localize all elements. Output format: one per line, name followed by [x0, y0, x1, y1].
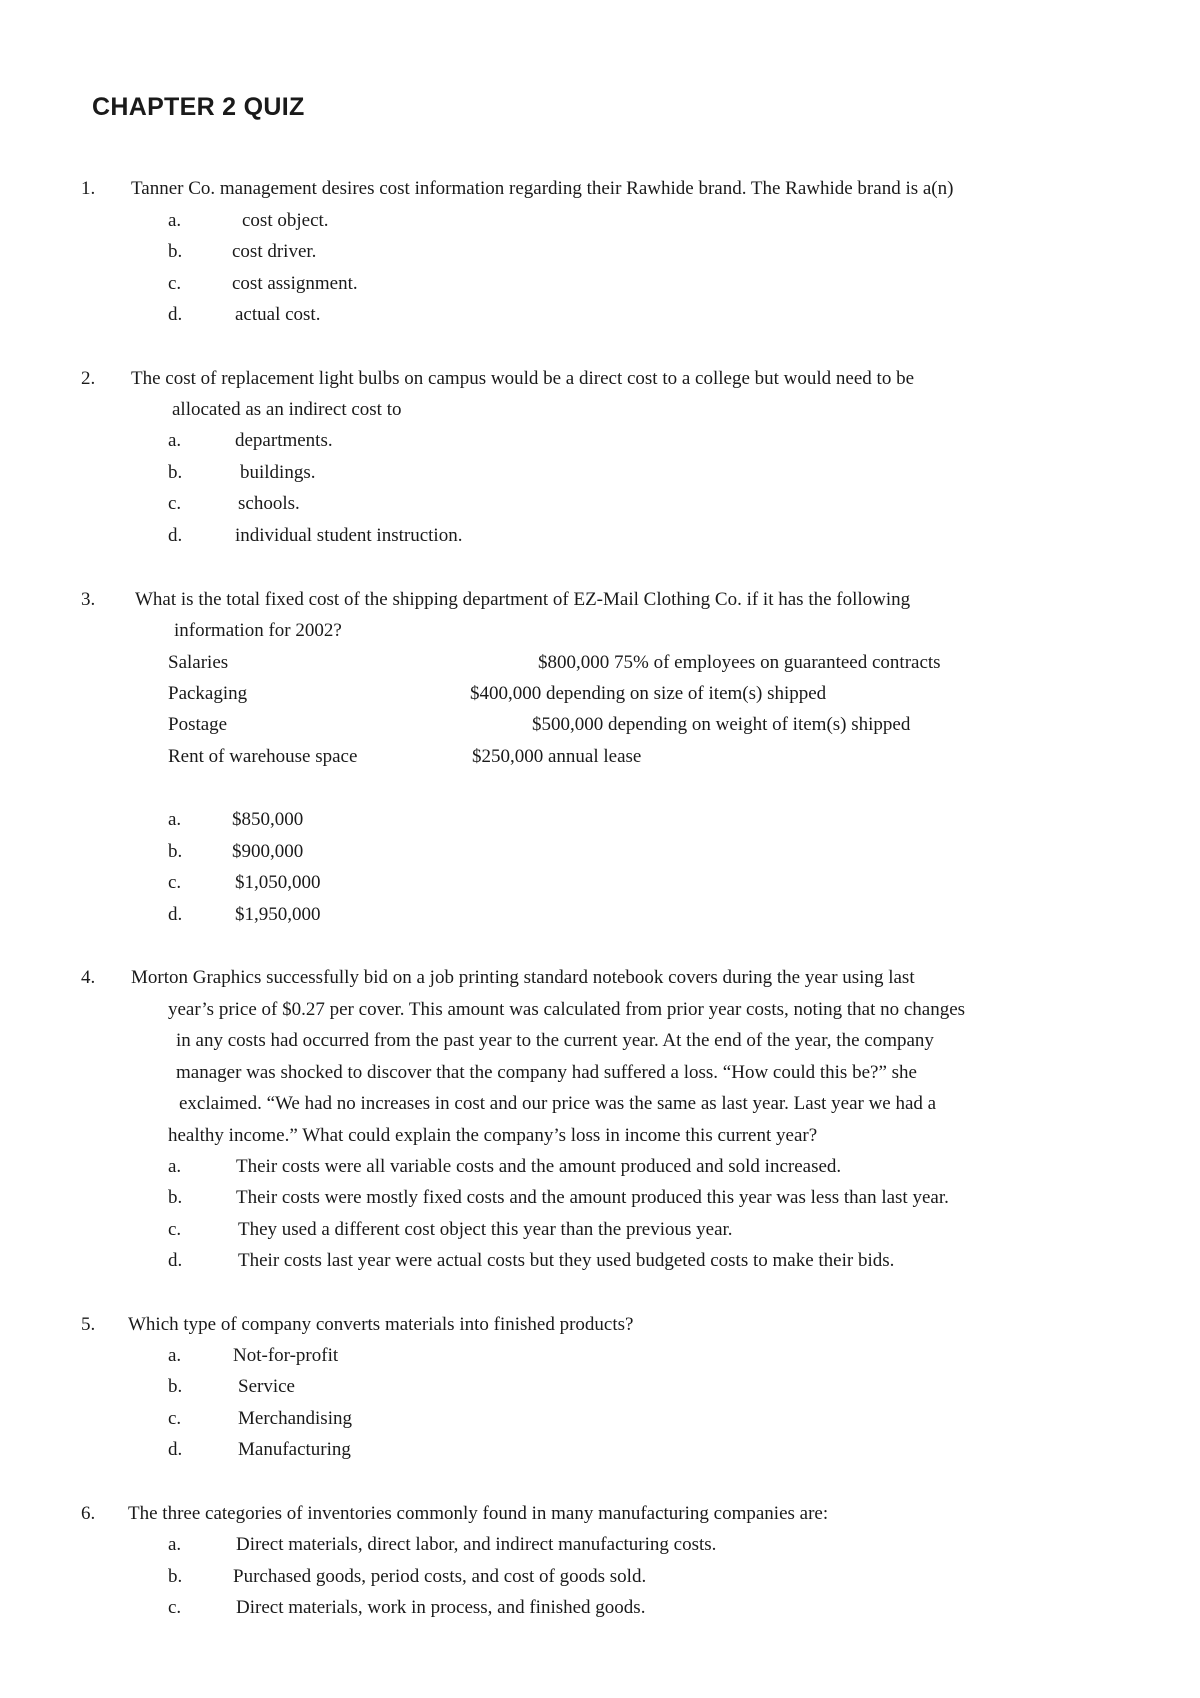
cost-item: Rent of warehouse space: [168, 746, 358, 767]
option-text: $1,050,000: [235, 872, 321, 893]
option-letter: d.: [168, 904, 183, 925]
option-text: Merchandising: [238, 1408, 352, 1429]
question-text: The three categories of inventories commonly found in many manufacturing companies are:: [128, 1503, 829, 1524]
cost-detail: $500,000 depending on weight of item(s) shipped: [532, 714, 911, 735]
cost-detail: $800,000 75% of employees on guaranteed contracts: [538, 652, 941, 673]
question-text: Tanner Co. management desires cost information regarding their Rawhide brand. The Rawhide brand is a(n): [131, 178, 954, 199]
option-text: buildings.: [240, 462, 316, 483]
question-text: Which type of company converts materials into finished products?: [128, 1314, 634, 1335]
option-text: $850,000: [232, 809, 304, 830]
question-text: manager was shocked to discover that the company had suffered a loss. “How could this be?” she: [176, 1062, 917, 1083]
option-text: cost object.: [242, 210, 329, 231]
question-text: year’s price of $0.27 per cover. This amount was calculated from prior year costs, noting that no changes: [168, 999, 966, 1020]
option-letter: d.: [168, 304, 183, 325]
option-letter: d.: [168, 1439, 183, 1460]
option-letter: a.: [168, 809, 182, 830]
question-text: Morton Graphics successfully bid on a job printing standard notebook covers during the year using last: [131, 967, 915, 988]
question-text: in any costs had occurred from the past year to the current year. At the end of the year, the company: [176, 1030, 934, 1051]
option-letter: c.: [168, 872, 182, 893]
option-letter: c.: [168, 273, 182, 294]
option-letter: a.: [168, 430, 182, 451]
option-letter: c.: [168, 1597, 182, 1618]
option-text: Not-for-profit: [233, 1345, 339, 1366]
option-text: Direct materials, direct labor, and indirect manufacturing costs.: [236, 1534, 717, 1555]
option-letter: d.: [168, 1250, 183, 1271]
option-letter: d.: [168, 525, 183, 546]
option-text: departments.: [235, 430, 333, 451]
option-text: $1,950,000: [235, 904, 321, 925]
question-text: exclaimed. “We had no increases in cost and our price was the same as last year. Last year we had a: [179, 1093, 937, 1114]
option-text: schools.: [238, 493, 300, 514]
option-letter: a.: [168, 210, 182, 231]
option-text: actual cost.: [235, 304, 321, 325]
question-text: healthy income.” What could explain the company’s loss in income this current year?: [168, 1125, 818, 1146]
option-letter: b.: [168, 462, 183, 483]
option-letter: b.: [168, 841, 183, 862]
option-letter: a.: [168, 1156, 182, 1177]
question-number: 3.: [81, 589, 96, 610]
cost-item: Salaries: [168, 652, 229, 673]
option-text: Purchased goods, period costs, and cost of goods sold.: [233, 1566, 647, 1587]
page-title: CHAPTER 2 QUIZ: [92, 93, 305, 121]
option-letter: c.: [168, 493, 182, 514]
question-text: The cost of replacement light bulbs on campus would be a direct cost to a college but would need to be: [131, 368, 914, 389]
option-text: $900,000: [232, 841, 304, 862]
option-text: Direct materials, work in process, and finished goods.: [236, 1597, 646, 1618]
option-text: Their costs last year were actual costs but they used budgeted costs to make their bids.: [238, 1250, 895, 1271]
option-text: Their costs were all variable costs and the amount produced and sold increased.: [236, 1156, 842, 1177]
question-text: allocated as an indirect cost to: [172, 399, 402, 420]
option-text: Their costs were mostly fixed costs and the amount produced this year was less than last year.: [236, 1187, 949, 1208]
question-text: information for 2002?: [174, 620, 342, 641]
option-text: individual student instruction.: [235, 525, 463, 546]
cost-detail: $400,000 depending on size of item(s) shipped: [470, 683, 827, 704]
option-letter: b.: [168, 1376, 183, 1397]
question-text: What is the total fixed cost of the shipping department of EZ-Mail Clothing Co. if it has the following: [135, 589, 911, 610]
cost-item: Packaging: [168, 683, 248, 704]
option-letter: c.: [168, 1219, 182, 1240]
option-text: They used a different cost object this year than the previous year.: [238, 1219, 733, 1240]
question-number: 1.: [81, 178, 96, 199]
option-text: cost driver.: [232, 241, 317, 262]
option-letter: a.: [168, 1345, 182, 1366]
question-number: 2.: [81, 368, 96, 389]
option-text: Service: [238, 1376, 295, 1397]
option-text: Manufacturing: [238, 1439, 351, 1460]
question-number: 6.: [81, 1503, 96, 1524]
question-number: 4.: [81, 967, 96, 988]
cost-item: Postage: [168, 714, 228, 735]
option-letter: b.: [168, 1566, 183, 1587]
cost-detail: $250,000 annual lease: [472, 746, 642, 767]
question-number: 5.: [81, 1314, 96, 1335]
option-text: cost assignment.: [232, 273, 358, 294]
option-letter: b.: [168, 1187, 183, 1208]
option-letter: b.: [168, 241, 183, 262]
option-letter: a.: [168, 1534, 182, 1555]
option-letter: c.: [168, 1408, 182, 1429]
